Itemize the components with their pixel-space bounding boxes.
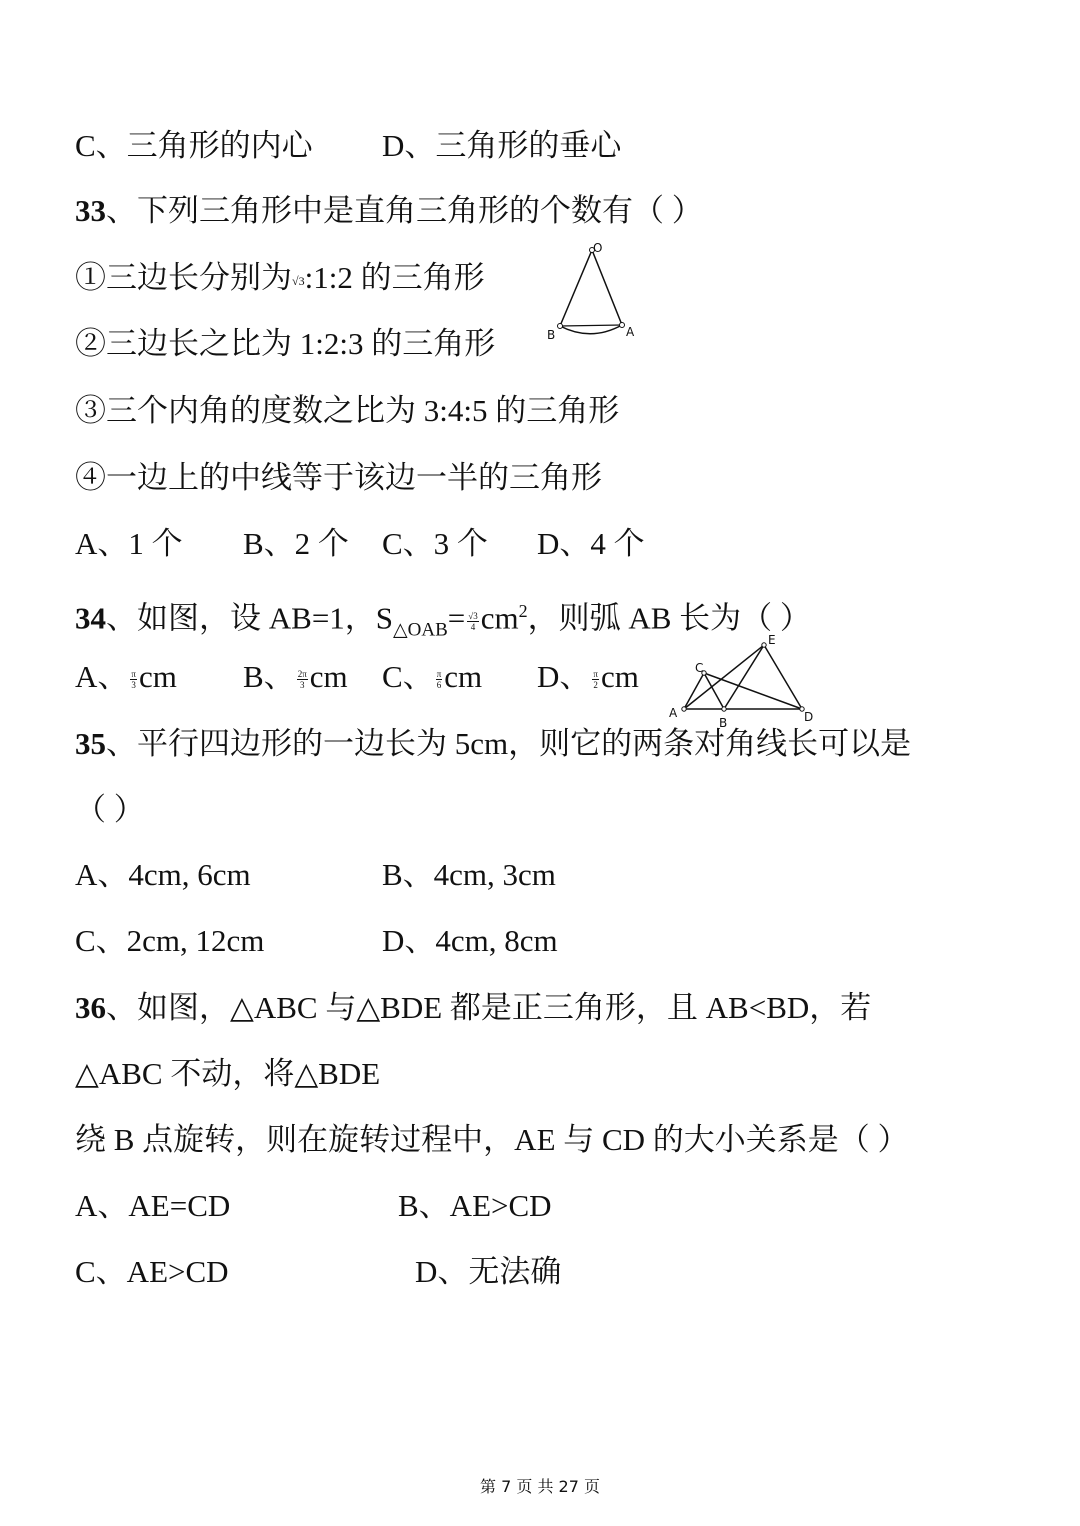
q34-option-a (75, 657, 177, 697)
page-footer: 第 7 页 共 27 页 (480, 1477, 600, 1496)
q34-opt-d-frac (592, 669, 599, 690)
q34-stem-sup: 2 (518, 601, 528, 621)
q35-paren: （ ） (75, 792, 145, 827)
q33-item1-post: :1:2 的三角形 (304, 260, 485, 295)
q34-opt-b-bot: 3 (299, 680, 305, 691)
q35-option-d: D、4cm, 8cm (382, 923, 558, 958)
q34-number: 34 (75, 600, 106, 636)
q33-item1 (75, 258, 485, 301)
q34-option-b (243, 657, 348, 697)
q36-option-b: B、AE>CD (398, 1188, 552, 1223)
fig33-label-a: A (626, 325, 635, 339)
q34-option-c (382, 657, 482, 697)
q34-stem-unit: cm (480, 600, 519, 636)
triangles-abc-bde-figure (664, 632, 824, 732)
fig36-label-a: A (669, 706, 678, 720)
q34-frac-top: √3 (468, 610, 478, 621)
q33-item4: ④一边上的中线等于该边一半的三角形 (75, 460, 602, 495)
q34-opt-c-unit: cm (444, 659, 483, 694)
q34-opt-b-top: 2π (297, 669, 307, 680)
q34-opt-b-unit: cm (309, 659, 348, 694)
q33-stem (75, 191, 703, 231)
q34-opt-a-pre: A、 (75, 659, 129, 694)
q33-option-a: A、1 个 (75, 526, 183, 561)
q35-stem (75, 724, 911, 764)
q33-stem-text: 、下列三角形中是直角三角形的个数有（ ） (106, 193, 703, 228)
q35-number: 35 (75, 726, 106, 761)
q34-opt-a-top: π (131, 669, 136, 680)
q32-option-d: D、三角形的垂心 (382, 128, 622, 163)
q33-number: 33 (75, 193, 106, 228)
q36-stem-line2: △ABC 不动，将△BDE (75, 1056, 381, 1091)
q34-opt-b-frac (297, 669, 308, 690)
q34-opt-d-top: π (593, 669, 598, 680)
q36-stem-line3: 绕 B 点旋转，则在旋转过程中，AE 与 CD 的大小关系是（ ） (75, 1122, 909, 1157)
sector-oab-figure (540, 238, 650, 343)
fig36-label-c: C (695, 661, 704, 675)
q36-option-d: D、无法确 (415, 1254, 562, 1289)
q34-opt-c-top: π (436, 669, 442, 680)
q35-option-b: B、4cm, 3cm (382, 857, 556, 892)
q33-item1-root: √3 (292, 273, 305, 288)
q33-option-d: D、4 个 (537, 526, 645, 561)
q34-stem-sub: △OAB (393, 619, 448, 641)
q34-opt-d-pre: D、 (537, 659, 591, 694)
fig36-label-b: B (719, 716, 728, 730)
q35-stem-text: 、平行四边形的一边长为 5cm，则它的两条对角线长可以是 (106, 726, 912, 761)
fig36-label-d: D (804, 710, 814, 724)
q34-area-fraction (467, 611, 478, 632)
q34-stem-post: ，则弧 AB 长为（ ） (527, 600, 811, 636)
q34-opt-c-pre: C、 (382, 659, 434, 694)
q34-opt-a-frac (130, 669, 137, 690)
q34-opt-a-unit: cm (138, 659, 177, 694)
q33-option-b: B、2 个 (243, 526, 349, 561)
q34-stem-pre: 、如图，设 AB=1，S (106, 600, 394, 636)
q36-number: 36 (75, 990, 106, 1025)
q36-stem (75, 988, 871, 1028)
q36-option-a: A、AE=CD (75, 1188, 231, 1223)
q33-option-c: C、3 个 (382, 526, 488, 561)
q34-frac-bot: 4 (470, 621, 476, 632)
q34-opt-a-bot: 3 (131, 680, 136, 691)
fig36-label-e: E (768, 633, 776, 647)
q32-option-c: C、三角形的内心 (75, 128, 313, 163)
q33-item1-pre: ①三边长分别为 (75, 260, 292, 295)
q33-item3: ③三个内角的度数之比为 3:4:5 的三角形 (75, 393, 620, 428)
q35-option-a: A、4cm, 6cm (75, 857, 251, 892)
q33-item2: ②三边长之比为 1:2:3 的三角形 (75, 326, 496, 361)
q34-opt-d-unit: cm (600, 659, 639, 694)
q35-option-c: C、2cm, 12cm (75, 923, 265, 958)
q34-option-d (537, 657, 639, 697)
q36-stem-line1: 、如图，△ABC 与△BDE 都是正三角形，且 AB<BD，若 (106, 990, 872, 1025)
q34-opt-b-pre: B、 (243, 659, 295, 694)
q34-stem-eq: = (447, 600, 466, 636)
q36-option-c: C、AE>CD (75, 1254, 229, 1289)
fig33-label-b: B (547, 328, 556, 342)
q34-opt-c-bot: 6 (436, 680, 442, 691)
fig33-label-o: O (593, 241, 603, 255)
q34-opt-d-bot: 2 (593, 680, 598, 691)
q34-opt-c-frac (436, 669, 443, 690)
